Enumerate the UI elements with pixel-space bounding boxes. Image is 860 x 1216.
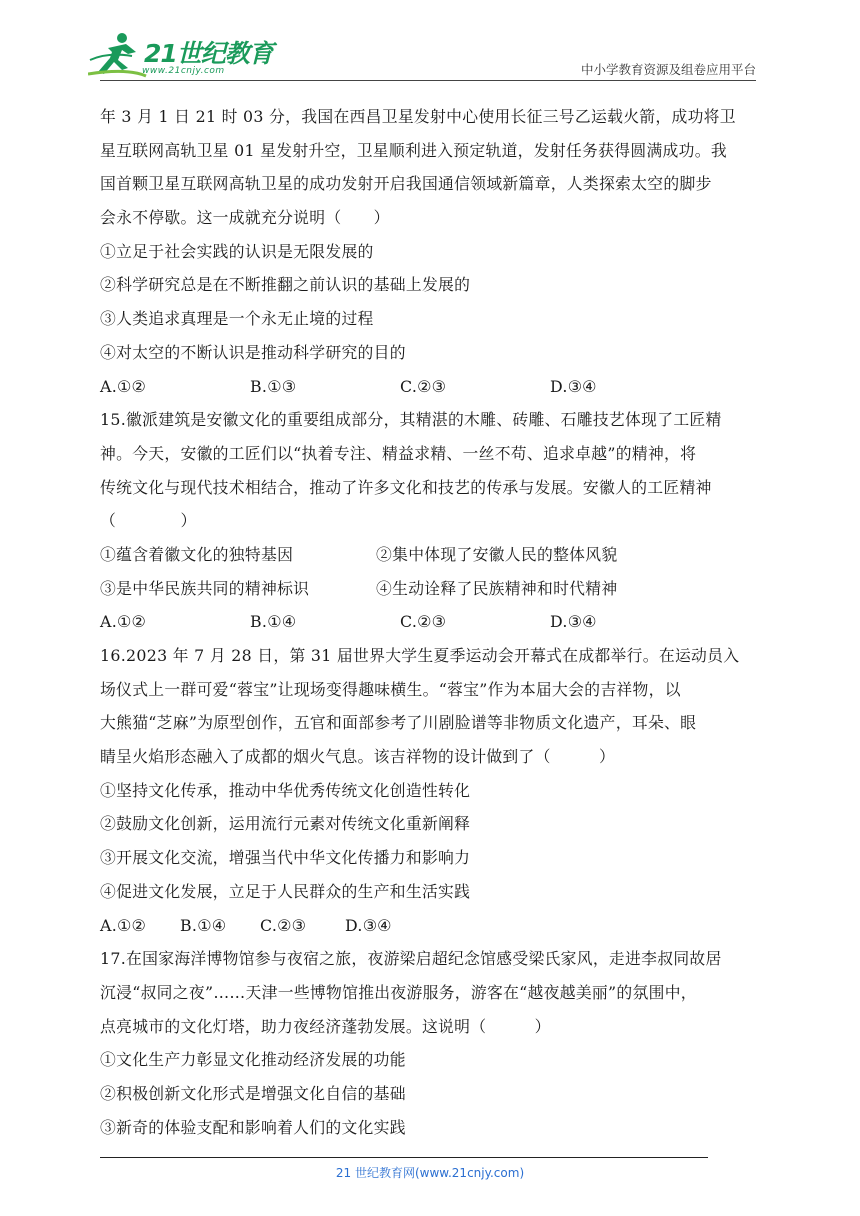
answer-options [100,605,760,639]
option-c[interactable]: C.②③ [400,612,447,632]
statement-item: ②科学研究总是在不断推翻之前认识的基础上发展的 [100,275,471,295]
answer-options [100,370,760,404]
question-stem-line: 神。今天，安徽的工匠们以“执着专注、精益求精、一丝不苟、追求卓越”的精神，将 [100,443,697,463]
statement-item: ③新奇的体验支配和影响着人们的文化实践 [100,1117,406,1137]
statement-item: ③人类追求真理是一个永无止境的过程 [100,309,374,329]
option-d[interactable]: D.③④ [345,915,392,935]
question-stem-line: 16.2023 年 7 月 28 日，第 31 届世界大学生夏季运动会开幕式在成都举行。在运动员入 [100,646,740,665]
question-stem-line: 会永不停歇。这一成就充分说明（ ） [100,208,390,228]
question-stem-line: 国首颗卫星互联网高轨卫星的成功发射开启我国通信领域新篇章，人类探索太空的脚步 [100,174,712,194]
statement-item: ②集中体现了安徽人民的整体风貌 [376,544,618,564]
statement-row [100,572,760,606]
option-c[interactable]: C.②③ [400,376,447,396]
option-b[interactable]: B.①④ [180,915,227,935]
question-stem-line: 点亮城市的文化灯塔，助力夜经济蓬勃发展。这说明（ ） [100,1016,551,1036]
statement-item: ①蕴含着徽文化的独特基因 [100,544,294,564]
statement-item: ①立足于社会实践的认识是无限发展的 [100,241,374,261]
option-d[interactable]: D.③④ [550,376,597,396]
statement-item: ④促进文化发展，立足于人民群众的生产和生活实践 [100,881,471,901]
statement-item: ③开展文化交流，增强当代中华文化传播力和影响力 [100,848,471,868]
statement-item: ①文化生产力彰显文化推动经济发展的功能 [100,1050,406,1070]
footer-divider [100,1157,708,1158]
option-a[interactable]: A.①② [100,915,146,935]
option-b[interactable]: B.①③ [250,376,297,396]
page-header [0,0,860,90]
question-stem-line: 15.徽派建筑是安徽文化的重要组成部分，其精湛的木雕、砖雕、石雕技艺体现了工匠精 [100,410,722,430]
statement-item: ④生动诠释了民族精神和时代精神 [376,578,618,598]
statement-item: ③是中华民族共同的精神标识 [100,578,310,598]
option-a[interactable]: A.①② [100,376,146,396]
option-b[interactable]: B.①④ [250,612,297,632]
question-stem-line: 星互联网高轨卫星 01 星发射升空，卫星顺利进入预定轨道，发射任务获得圆满成功。我 [100,140,727,160]
question-stem-line: 大熊猫“芝麻”为原型创作，五官和面部参考了川剧脸谱等非物质文化遗产，耳朵、眼 [100,713,697,733]
statement-item: ④对太空的不断认识是推动科学研究的目的 [100,342,406,362]
header-divider [100,80,756,81]
question-stem-line: 场仪式上一群可爱“蓉宝”让现场变得趣味横生。“蓉宝”作为本届大会的吉祥物，以 [100,679,681,699]
question-stem-line: （ ） [100,511,197,531]
option-a[interactable]: A.①② [100,612,146,632]
platform-title: 中小学教育资源及组卷应用平台 [580,62,756,77]
question-stem-line: 年 3 月 1 日 21 时 03 分，我国在西昌卫星发射中心使用长征三号乙运载火箭，成功将卫 [100,107,736,126]
option-c[interactable]: C.②③ [260,915,307,935]
logo-url: www.21cnjy.com [142,66,225,76]
statement-item: ①坚持文化传承，推动中华优秀传统文化创造性转化 [100,780,471,800]
question-stem-line: 睛呈火焰形态融入了成都的烟火气息。该吉祥物的设计做到了（ ） [100,747,616,767]
answer-options [100,909,760,943]
option-d[interactable]: D.③④ [550,612,597,632]
statement-item: ②积极创新文化形式是增强文化自信的基础 [100,1083,406,1103]
statement-item: ②鼓励文化创新，运用流行元素对传统文化重新阐释 [100,814,471,834]
footer-link[interactable]: 21 世纪教育网(www.21cnjy.com) [335,1166,525,1180]
question-body [100,100,760,1144]
question-stem-line: 17.在国家海洋博物馆参与夜宿之旅，夜游梁启超纪念馆感受梁氏家风，走进李叔同故居 [100,949,722,969]
question-stem-line: 传统文化与现代技术相结合，推动了许多文化和技艺的传承与发展。安徽人的工匠精神 [100,477,712,497]
statement-row [100,538,760,572]
question-15 [100,403,760,639]
question-16 [100,639,760,942]
question-17 [100,942,760,1144]
question-stem-line: 沉浸“叔同之夜”……天津一些博物馆推出夜游服务，游客在“越夜越美丽”的氛围中， [100,982,697,1002]
logo-text: 21世纪教育 [144,39,273,68]
question-14 [100,100,760,403]
